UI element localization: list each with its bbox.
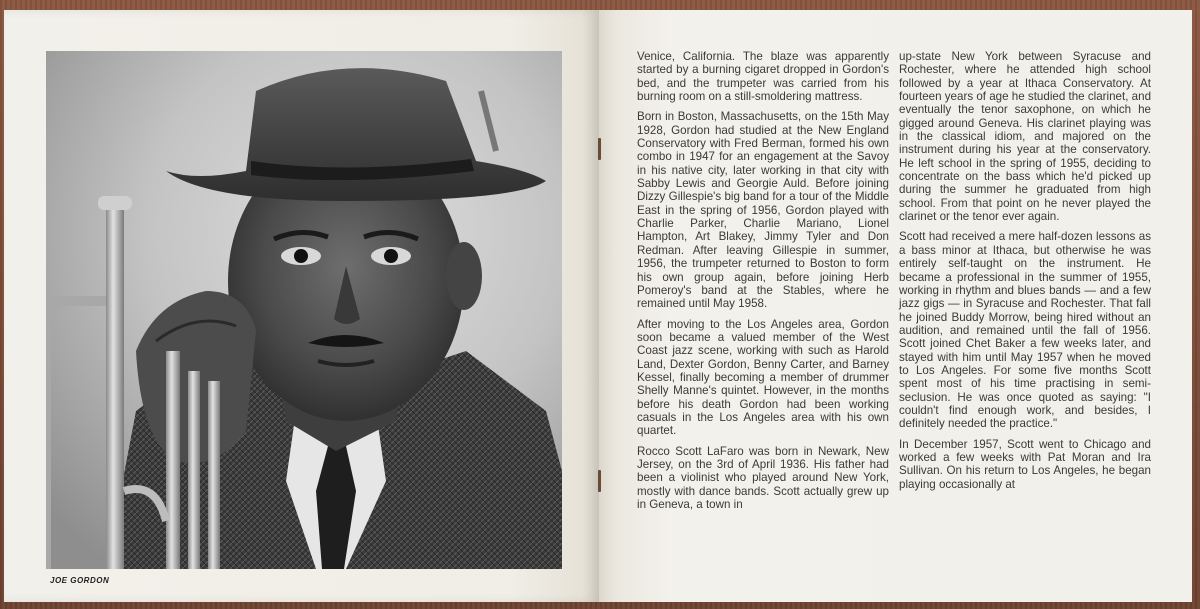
paragraph: Scott had received a mere half-dozen lessons as a bass minor at Ithaca, but otherwise he was entirely self-taught on the instrument. He became a professional in the summer of 1955, working in rhythm and blues bands — and a few jazz gigs — in Syracuse and Rochester. That fall he joined Buddy Morrow, being hired without an audition, and remained until the fall of 1956. Scott joined Chet Baker a few weeks later, and stayed with him until May 1957 when he moved to Los Angeles. For some five months Scott spent most of his time practising in semi-seclusion. He was once quoted as saying: "I couldn't find enough work, and besides, I definitely needed the practice."	[899, 230, 1151, 431]
paragraph: Venice, California. The blaze was apparently started by a burning cigaret dropped in Gordon's bed, and the trumpeter was carried from his burning room on a still-smoldering mattress.	[637, 50, 889, 104]
binding-staple-bottom	[598, 470, 601, 492]
joe-gordon-photo	[46, 51, 562, 569]
portrait-illustration	[46, 51, 562, 569]
cd-booklet-spread	[4, 10, 1192, 602]
right-page	[599, 10, 1192, 602]
binding-staple-top	[598, 138, 601, 160]
paragraph: up-state New York between Syracuse and Rochester, where he attended high school followed by a year at Ithaca Conservatory. At fourteen years of age he studied the clarinet, and eventually the tenor saxophone, on which he gigged around Geneva. His clarinet playing was in the classical idiom, and majored on the instrument during his year at the conservatory. He left school in the spring of 1955, deciding to concentrate on the bass which he'd picked up during the summer he graduated from high school. From that point on he never played the clarinet or the tenor ever again.	[899, 50, 1152, 224]
paragraph: After moving to the Los Angeles area, Gordon soon became a valued member of the West Coast jazz scene, working with such as Harold Land, Dexter Gordon, Benny Carter, and Barney Kessel, finally becoming a member of drummer Shelly Manne's quintet. However, in the months before his death Gordon had been working casuals in the Los Angeles area with his own quartet.	[637, 317, 889, 438]
text-column-right	[899, 50, 1151, 498]
paragraph: Rocco Scott LaFaro was born in Newark, New Jersey, on the 3rd of April 1936. His father had been a violinist who played around New York, mostly with dance bands. Scott actually grew up in Geneva, a town in	[637, 444, 889, 511]
photo-caption: JOE GORDON	[50, 576, 110, 585]
paragraph: Born in Boston, Massachusetts, on the 15th May 1928, Gordon had studied at the New England Conservatory with Fred Berman, formed his own combo in 1947 for an engagement at the Savoy in his native city, later working in that city with Sabby Lewis and Georgie Auld. Before joining Dizzy Gillespie's big band for a tour of the Middle East in the spring of 1956, Gordon played with Charlie Parker, Charlie Mariano, Lionel Hampton, Art Blakey, Jimmy Tyler and Don Redman. After leaving Gillespie in summer, 1956, the trumpeter returned to Boston to form his own group again, before joining Herb Pomeroy's band at the Stables, where he remained until May 1958.	[637, 110, 889, 311]
left-page	[4, 10, 599, 602]
text-column-left	[637, 50, 889, 518]
paragraph: In December 1957, Scott went to Chicago and worked a few weeks with Pat Moran and Ira Sullivan. On his return to Los Angeles, he began playing occasionally at	[899, 437, 1151, 491]
